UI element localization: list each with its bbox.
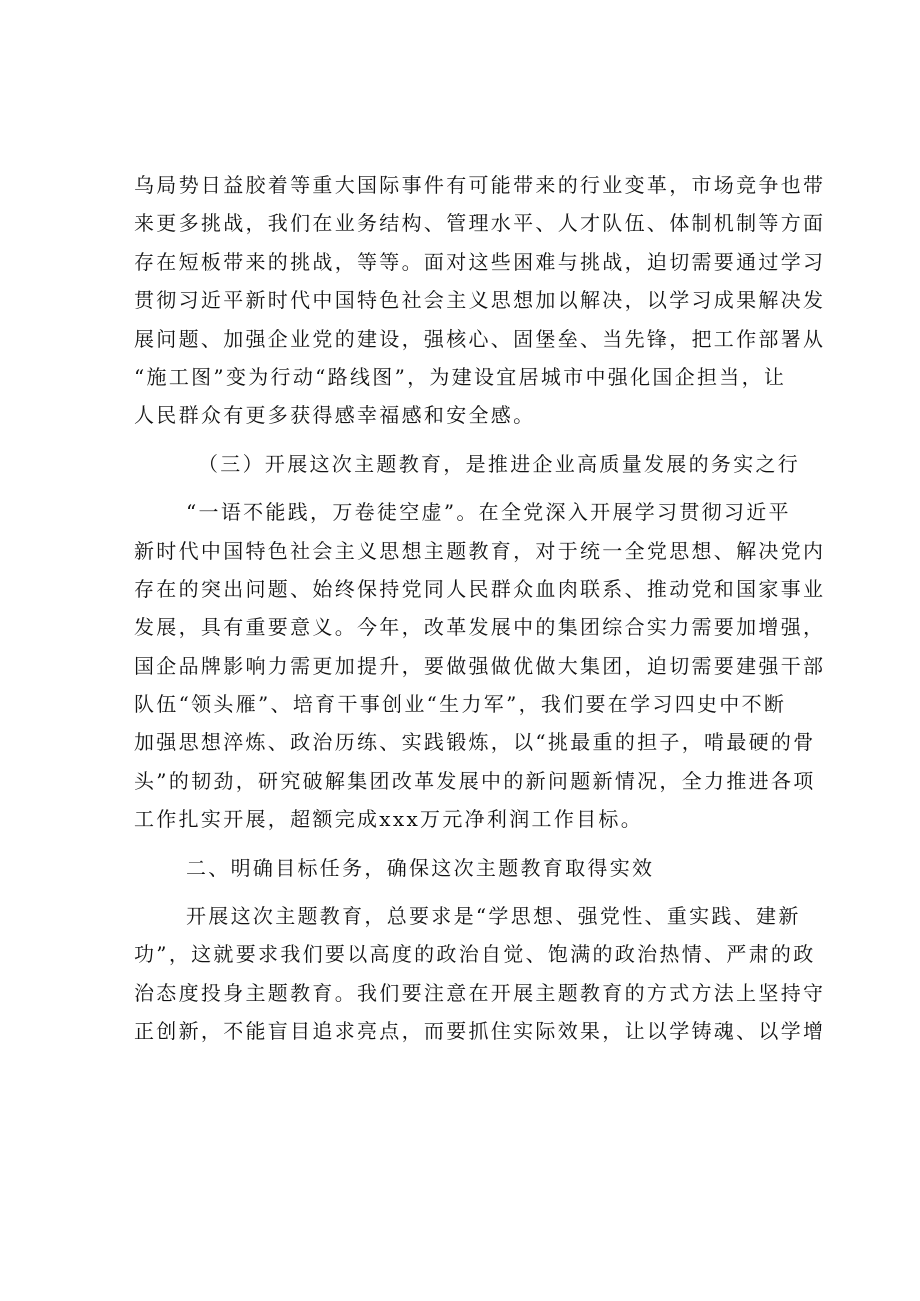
paragraph-practical (134, 493, 826, 839)
paragraph-requirements (134, 897, 826, 1051)
text-line: “施工图”变为行动“路线图”，为建设宜居城市中强化国企担当，让 (134, 364, 787, 389)
text-line: 新时代中国特色社会主义思想主题教育，对于统一全党思想、解决党内 (134, 538, 826, 563)
paragraph-spacing (134, 483, 794, 493)
text-line: 正创新，不能盲目追求亮点，而要抓住实际效果，让以学铸魂、以学增 (134, 1019, 826, 1044)
text-line: 加强思想淬炼、政治历练、实践锻炼，以“挑最重的担子，啃最硬的骨 (134, 730, 816, 755)
text-line: 治态度投身主题教育。我们要注意在开展主题教育的方式方法上坚持守 (134, 980, 826, 1005)
text-line: 功”，这就要求我们要以高度的政治自觉、饱满的政治热情、严肃的政 (134, 942, 816, 967)
text-line: 乌局势日益胶着等重大国际事件有可能带来的行业变革，市场竞争也带 (134, 173, 826, 197)
paragraph-continued (134, 166, 826, 435)
section-heading-text: 二、明确目标任务，确保这次主题教育取得实效 (186, 855, 655, 880)
subheading-text: （三）开展这次主题教育，是推进企业高质量发展的务实之行 (198, 451, 801, 476)
document-body (134, 166, 826, 1051)
paragraph-spacing (134, 887, 794, 897)
text-line: 国企品牌影响力需更加提升，要做强做优做大集团，迫切需要建强干部 (134, 653, 826, 678)
text-line: 队伍“领头雁”、培育干事创业“生力军”，我们要在学习四史中不断 (134, 692, 787, 717)
text-line: 头”的韧劲，研究破解集团改革发展中的新问题新情况，全力推进各项 (134, 768, 816, 793)
text-line: 来更多挑战，我们在业务结构、管理水平、人才队伍、体制机制等方面 (134, 211, 826, 236)
text-line: 存在的突出问题、始终保持党同人民群众血肉联系、推动党和国家事业 (134, 576, 826, 601)
subheading-three (134, 445, 801, 483)
text-line: 存在短板带来的挑战，等等。面对这些困难与挑战，迫切需要通过学习 (134, 249, 826, 274)
text-line: 工作扎实开展，超额完成xxx万元净利润工作目标。 (134, 807, 644, 832)
text-line: 展问题、加强企业党的建设，强核心、固堡垒、当先锋，把工作部署从 (134, 326, 826, 351)
paragraph-spacing (134, 839, 794, 849)
paragraph-spacing (134, 435, 794, 445)
text-line: “一语不能践，万卷徒空虚”。在全党深入开展学习贯彻习近平 (186, 500, 791, 525)
section-heading-two (134, 849, 794, 887)
text-line: 人民群众有更多获得感幸福感和安全感。 (134, 403, 536, 428)
text-line: 贯彻习近平新时代中国特色社会主义思想加以解决，以学习成果解决发 (134, 288, 826, 313)
text-line: 发展，具有重要意义。今年，改革发展中的集团综合实力需要加增强， (134, 615, 826, 640)
text-line: 开展这次主题教育，总要求是“学思想、强党性、重实践、建新 (186, 904, 801, 929)
